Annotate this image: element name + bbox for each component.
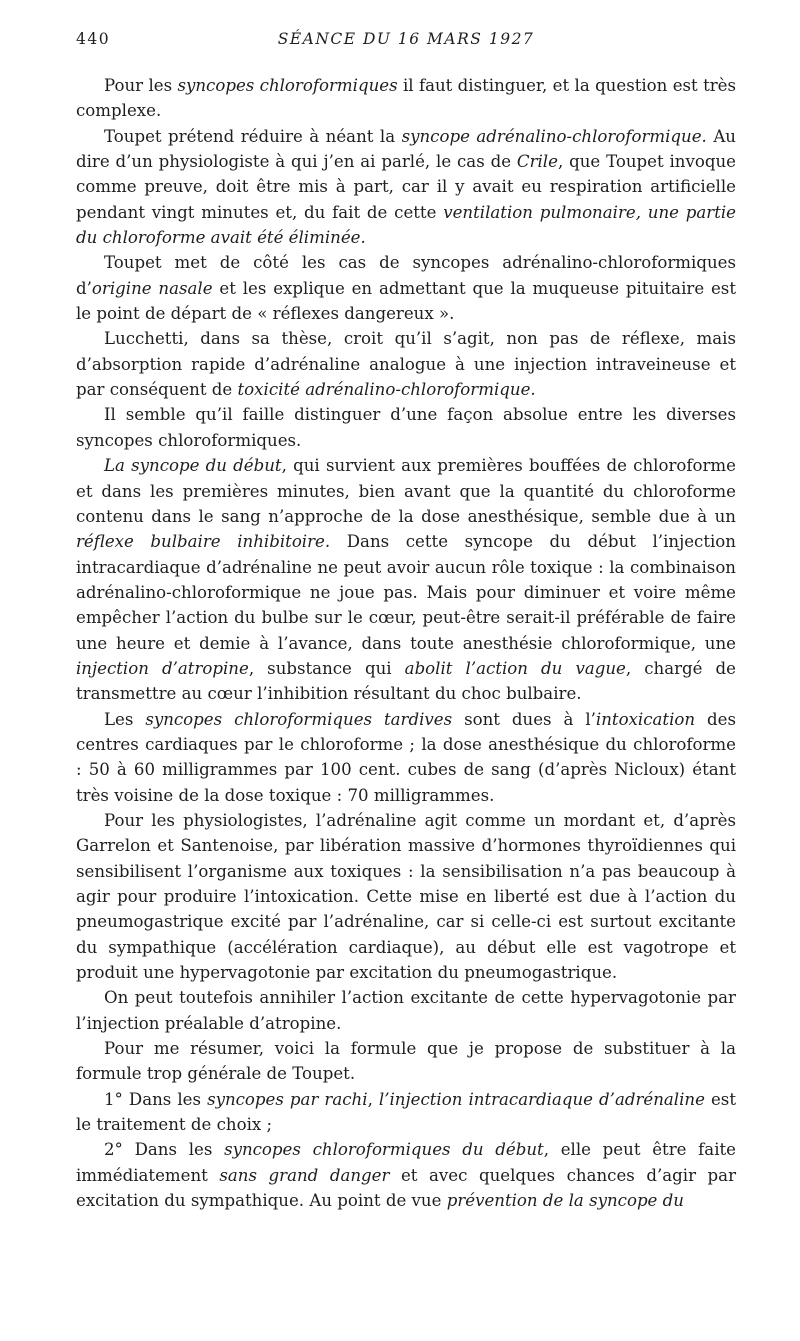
text-run: Toupet met de côté les cas de syncopes adrénalino-chloroformiques d’ <box>76 253 736 298</box>
text-run: , <box>367 1089 379 1109</box>
italic-text: toxicité adrénalino-chloroformique. <box>237 380 536 400</box>
paragraph <box>76 250 736 326</box>
text-run: , qui survient aux premières bouffées de chloroforme et dans les premières minutes, bien avant que la quantité du chloroforme contenu dans le sang n’approche de la dose anesthésique, semble due à un <box>76 456 736 526</box>
paragraph <box>76 453 736 706</box>
paragraph <box>76 985 736 1036</box>
text-run: est le traitement de choix ; <box>76 1089 736 1135</box>
paragraph <box>76 73 736 124</box>
italic-text: Crile <box>516 152 558 172</box>
text-run: Pour les physiologistes, l’adrénaline agit comme un mordant et, d’après Garrelon et Santenoise, par libération massive d’hormones thyroïdiennes qui sensibilisent l’organisme aux toxiques : la sensibilisation n’a pas beaucoup à agir pour produire l’intoxication. Cette mise en liberté est due à l’action du pneumogastrique excité par l’adrénaline, car si celle-ci est surtout excitante du sympathique (accélération cardiaque), au début elle est vagotrope et produit une hypervagotonie par excitation du pneumogastrique. <box>76 810 736 983</box>
italic-text: réflexe bulbaire inhibitoire. <box>76 532 331 552</box>
text-run: 2° Dans les <box>104 1140 225 1160</box>
paragraph <box>76 402 736 453</box>
paragraph <box>76 326 736 402</box>
italic-text: injection d’atropine <box>76 658 249 678</box>
text-run: et avec quelques chances d’agir par excitation du sympathique. Au point de vue <box>76 1165 737 1211</box>
italic-text: origine nasale <box>91 278 213 298</box>
text-run: , elle peut être faite immédiatement <box>76 1140 736 1185</box>
text-run: 1° Dans les <box>104 1089 208 1109</box>
text-run: il faut distinguer, et la question est très complexe. <box>76 76 737 121</box>
italic-text: l’injection intracardiaque d’adrénaline <box>378 1089 705 1109</box>
text-run: Toupet prétend réduire à néant la <box>104 126 402 146</box>
text-run: Dans cette syncope du début l’injection intracardiaque d’adrénaline ne peut avoir aucun rôle toxique : la combinaison adrénalino-chloroformique ne joue pas. Mais pour diminuer et voire même empêcher l’action du bulbe sur le cœur, peut-être serait-il préférable de faire une heure et demie à l’avance, dans toute anesthésie chloroformique, une <box>76 532 736 653</box>
paragraph <box>76 124 736 251</box>
body-text <box>76 73 736 1213</box>
italic-text: intoxication <box>595 709 696 729</box>
italic-text: ventilation pulmonaire, une partie du chloroforme avait été éliminée. <box>76 202 736 248</box>
paragraph <box>76 1137 736 1213</box>
italic-text: syncope adrénalino-chloroformique. <box>401 126 707 146</box>
page-header <box>76 30 736 52</box>
paragraph <box>76 707 736 808</box>
paragraph <box>76 1087 736 1138</box>
italic-text: syncopes chloroformiques tardives <box>145 709 453 729</box>
italic-text: prévention de la syncope du <box>446 1191 684 1211</box>
text-run: Il semble qu’il faille distinguer d’une façon absolue entre les diverses syncopes chloroformiques. <box>76 405 736 450</box>
text-run: , substance qui <box>248 658 405 678</box>
italic-text: abolit l’action du vague <box>404 658 626 678</box>
italic-text: syncopes chloroformiques du début <box>224 1140 544 1160</box>
text-run: Les <box>104 709 146 729</box>
text-run: On peut toutefois annihiler l’action excitante de cette hypervagotonie par l’injection préalable d’atropine. <box>76 988 736 1033</box>
text-run: , que Toupet invoque comme preuve, doit être mis à part, car il y avait eu respiration artificielle pendant vingt minutes et, du fait de cette <box>76 152 736 222</box>
text-run: Pour me résumer, voici la formule que je propose de substituer à la formule trop générale de Toupet. <box>76 1039 736 1084</box>
text-run: des centres cardiaques par le chloroforme ; la dose anesthésique du chloroforme : 50 à 60 milligrammes par 100 cent. cubes de sang (d’après Nicloux) étant très voisine de la dose toxique : 70 milligrammes. <box>76 709 736 805</box>
italic-text: La syncope du début <box>104 456 282 476</box>
paragraph <box>76 808 736 985</box>
text-run: et les explique en admettant que la muqueuse pituitaire est le point de départ de « réflexes dangereux ». <box>76 278 736 324</box>
italic-text: syncopes chloroformiques <box>177 76 398 95</box>
paragraph <box>76 1036 736 1087</box>
text-run: sont dues à l’ <box>452 709 596 729</box>
italic-text: syncopes par rachi <box>207 1089 368 1109</box>
text-run: Au dire d’un physiologiste à qui j’en ai parlé, le cas de <box>76 126 736 172</box>
italic-text: sans grand danger <box>219 1165 390 1185</box>
text-run: Pour les <box>104 76 178 95</box>
text-run: , chargé de transmettre au cœur l’inhibition résultant du choc bulbaire. <box>76 658 736 704</box>
running-head: SÉANCE DU 16 MARS 1927 <box>277 30 535 48</box>
page-number: 440 <box>76 30 111 48</box>
text-run: Lucchetti, dans sa thèse, croit qu’il s’agit, non pas de réflexe, mais d’absorption rapide d’adrénaline analogue à une injection intraveineuse et par conséquent de <box>76 329 736 400</box>
